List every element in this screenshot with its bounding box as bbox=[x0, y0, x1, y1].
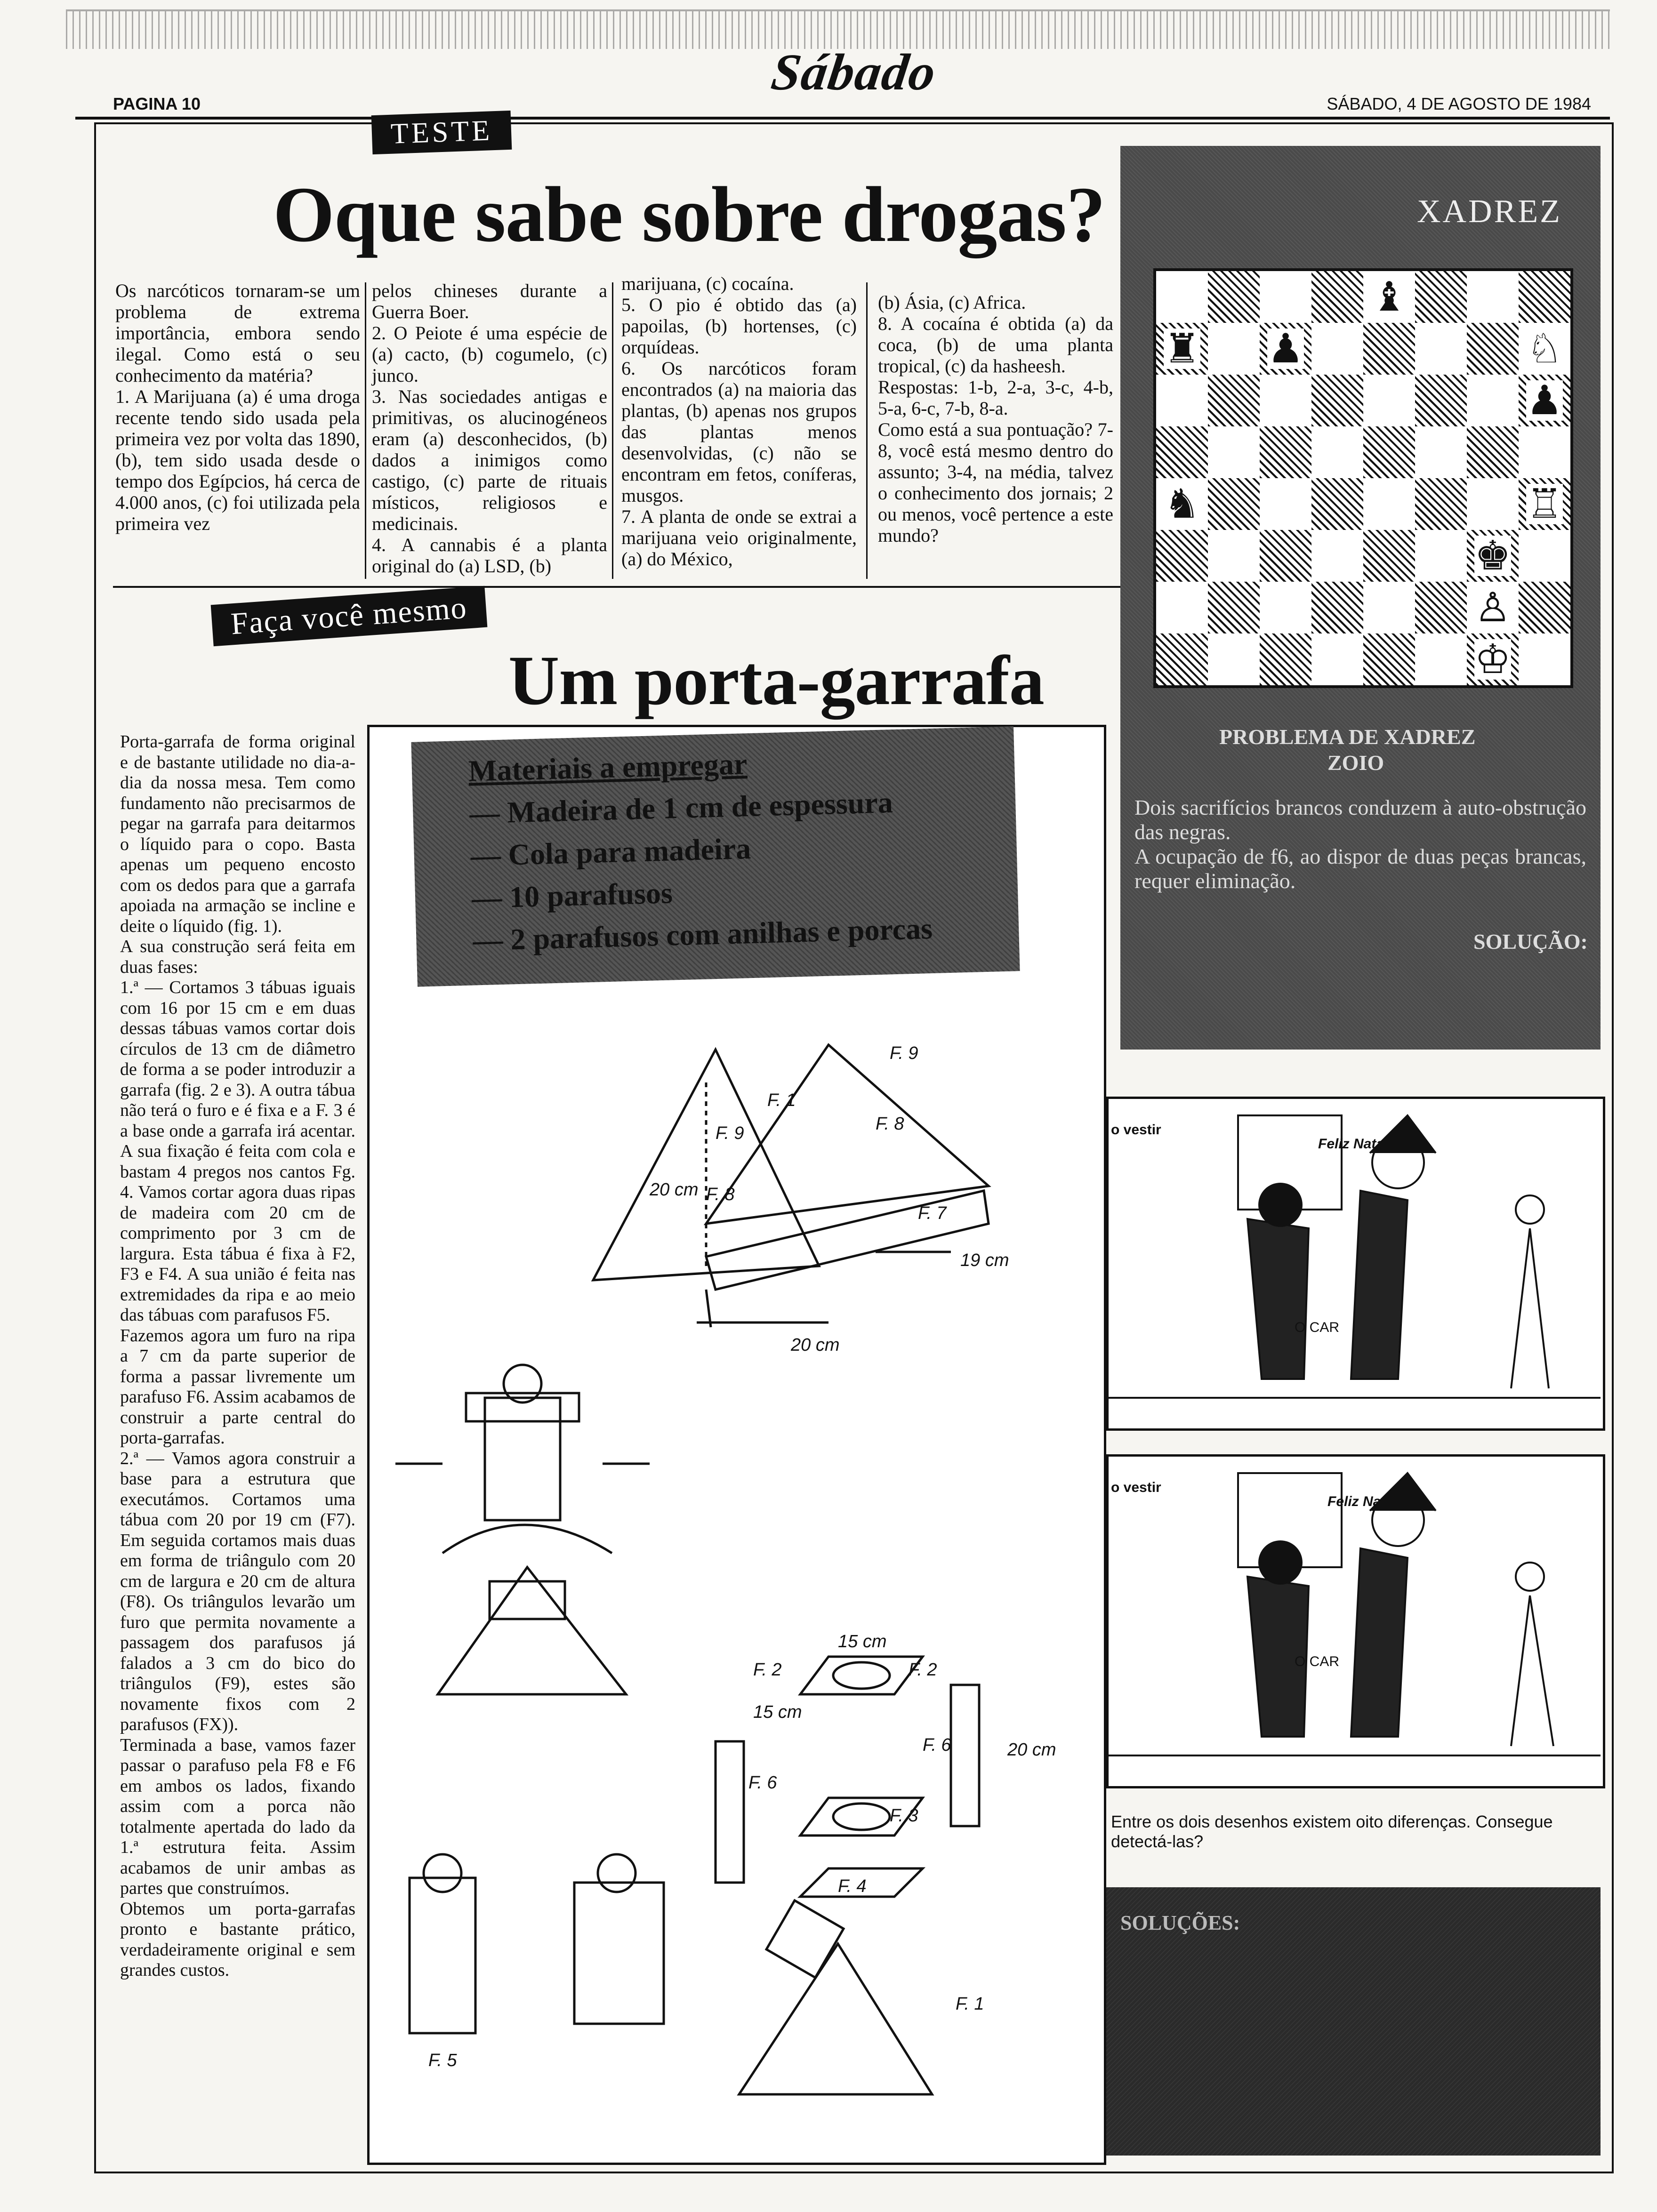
bag-label: O CAR bbox=[1295, 1654, 1340, 1669]
chess-solution-label: SOLUÇÃO: bbox=[1473, 930, 1588, 954]
chess-square-a5 bbox=[1156, 426, 1208, 478]
label-f9: F. 9 bbox=[890, 1043, 918, 1063]
chess-square-h5 bbox=[1519, 426, 1570, 478]
bag-label: O CAR bbox=[1295, 1320, 1340, 1335]
column-rule bbox=[612, 282, 613, 579]
chess-square-a2 bbox=[1156, 582, 1208, 633]
chess-square-b8 bbox=[1208, 271, 1260, 323]
materials-item: — Cola para madeira bbox=[470, 832, 751, 873]
chess-square-e6 bbox=[1363, 375, 1415, 426]
chess-square-h7 bbox=[1519, 323, 1570, 375]
shop-sign: o vestir bbox=[1111, 1122, 1161, 1138]
chess-piece: ♔ bbox=[1474, 637, 1511, 682]
chess-square-f3 bbox=[1415, 530, 1467, 582]
diy-body: Porta-garrafa de forma original e de bastante utilidade no dia-a-dia da nossa mesa. Tem como fundamento não precisarmos de pegar na garrafa para deitarmos o líquido para o copo. Basta apenas um pequeno encosto com os dedos para que a garrafa apoiada na armação se incline e deite o líquido (fig. 1). A sua construção será feita em duas fases: 1.ª — Cortamos 3 tábuas iguais com 16 por 15 cm e em duas dessas tábuas vamos cortar dois círculos de 13 cm de diâmetro de forma a se poder introduzir a garrafa (fig. 2 e 3). A outra tábua não terá o furo e é fixa e a F. 3 é a base onde a garrafa irá acentar. A sua fixação é feita com cola e bastam 4 pregos nos cantos Fg. 4. Vamos cortar agora duas ripas de madeira com 20 cm de comprimento por 3 cm de largura. Esta tábua é fixa à F2, F3 e F4. A sua união é feita nas extremidades da ripa e ao meio das tábuas com parafusos F5. Fazemos agora um furo na ripa a 7 cm da parte superior de forma a passar livremente um parafuso F6. Assim acabamos de construir a parte central do porta-garrafas. 2.ª — Vamos agora construir a base para a estrutura que executámos. Cortamos uma tábua com 20 por 19 cm (F7). Em seguida cortamos mais duas em forma de triângulo com 20 cm de largura e 20 cm de altura (F8). Os triângulos levarão um furo que permita novamente a passagem dos parafusos já falados a 3 cm do bico do triângulos (F9), estes são novamente fixos com 2 parafusos (FX)). Terminada a base, vamos fazer passar o parafuso pela F8 e F6 em ambos os lados, fixando assim com a porca não totalmente apertada do lado da 1.ª estrutura feita. Assim acabamos de unir ambas as partes que construímos. Obtemos um porta-garrafas pronto e bastante prático, verdadeiramente original e sem grandes custos. bbox=[120, 732, 355, 1980]
chess-square-c8 bbox=[1260, 271, 1311, 323]
chess-board bbox=[1153, 268, 1573, 688]
dim-20cm: 20 cm bbox=[1007, 1740, 1056, 1760]
chess-square-g6 bbox=[1467, 375, 1519, 426]
chess-square-b7 bbox=[1208, 323, 1260, 375]
chess-piece: ♟ bbox=[1267, 326, 1304, 371]
chess-square-e7 bbox=[1363, 323, 1415, 375]
chess-piece: ♘ bbox=[1526, 326, 1563, 371]
chess-title: XADREZ bbox=[1417, 193, 1562, 230]
chess-square-g8 bbox=[1467, 271, 1519, 323]
chess-square-h1 bbox=[1519, 633, 1570, 685]
chess-square-e4 bbox=[1363, 478, 1415, 530]
chess-square-d3 bbox=[1311, 530, 1363, 582]
dim-20cm: 20 cm bbox=[650, 1180, 699, 1200]
chess-square-d5 bbox=[1311, 426, 1363, 478]
chess-piece: ♞ bbox=[1164, 481, 1200, 527]
chess-square-d6 bbox=[1311, 375, 1363, 426]
chess-square-h8 bbox=[1519, 271, 1570, 323]
teste-column-1: Os narcóticos tornaram-se um problema de extrema importância, embora sendo ilegal. Como está o seu conhecimento da matéria? 1. A Marijuana (a) é uma droga recente tendo sido usada pela primeira vez por volta das 1890, (b), tem sido usada desde o tempo dos Egípcios, há cerca de 4.000 anos, (c) foi utilizada pela primeira vez bbox=[115, 280, 360, 534]
label-f1: F. 1 bbox=[956, 1994, 984, 2014]
solutions-label: SOLUÇÕES: bbox=[1120, 1911, 1240, 1934]
label-f6: F. 6 bbox=[748, 1773, 777, 1793]
chess-piece: ♟ bbox=[1526, 378, 1563, 423]
chess-square-h3 bbox=[1519, 530, 1570, 582]
dim-15cm: 15 cm bbox=[838, 1632, 887, 1651]
triangle-back-shape bbox=[706, 1045, 989, 1224]
chess-square-a7 bbox=[1156, 323, 1208, 375]
chess-square-g7 bbox=[1467, 323, 1519, 375]
chess-square-e5 bbox=[1363, 426, 1415, 478]
assembly-diagrams bbox=[367, 988, 1102, 2156]
shop-sign: o vestir bbox=[1111, 1480, 1161, 1495]
chess-square-f8 bbox=[1415, 271, 1467, 323]
chess-square-b2 bbox=[1208, 582, 1260, 633]
column-rule bbox=[866, 282, 868, 579]
chess-square-d1 bbox=[1311, 633, 1363, 685]
cartoon-caption: Entre os dois desenhos existem oito diferenças. Consegue detectá-las? bbox=[1111, 1812, 1553, 1851]
chess-square-c1 bbox=[1260, 633, 1311, 685]
chess-square-e3 bbox=[1363, 530, 1415, 582]
chess-square-d8 bbox=[1311, 271, 1363, 323]
cartoon-drawings bbox=[1106, 1097, 1601, 1784]
chess-piece: ♝ bbox=[1371, 274, 1408, 320]
chess-square-b3 bbox=[1208, 530, 1260, 582]
materials-title: Materiais a empregar bbox=[468, 747, 748, 788]
chess-square-a6 bbox=[1156, 375, 1208, 426]
chess-piece: ♙ bbox=[1474, 585, 1511, 630]
teste-column-3: marijuana, (c) cocaína. 5. O pio é obtido das (a) papoilas, (b) hortenses, (c) orquídeas. 6. Os narcóticos foram encontrados (a) na maioria das plantas, (b) apenas nos grupos das plantas menos desenvolvidas, (c) não se encontram em fetos, coníferas, musgos. 7. A planta de onde se extrai a marijuana veio originalmente, (a) do México, bbox=[621, 273, 857, 569]
chess-problem-sub: ZOIO bbox=[1327, 751, 1384, 775]
diy-headline: Um porta-garrafa bbox=[508, 641, 1044, 720]
dim-15cm: 15 cm bbox=[753, 1702, 802, 1722]
chess-square-d7 bbox=[1311, 323, 1363, 375]
chess-square-h2 bbox=[1519, 582, 1570, 633]
chess-piece: ♜ bbox=[1164, 326, 1200, 371]
chess-square-c7 bbox=[1260, 323, 1311, 375]
chess-square-h4 bbox=[1519, 478, 1570, 530]
chess-square-c6 bbox=[1260, 375, 1311, 426]
chess-square-f4 bbox=[1415, 478, 1467, 530]
chess-square-c5 bbox=[1260, 426, 1311, 478]
materials-item: — 10 parafusos bbox=[471, 876, 673, 915]
label-f6: F. 6 bbox=[923, 1735, 951, 1755]
chess-square-g4 bbox=[1467, 478, 1519, 530]
teste-column-4: (b) Ásia, (c) Africa. 8. A cocaína é obtida (a) da coca, (b) de uma planta tropical, (c) da hasheesh. Respostas: 1-b, 2-a, 3-c, 4-b, 5-a, 6-c, 7-b, 8-a. Como está a sua pontuação? 7-8, você está mesmo dentro do assunto; 3-4, na média, talvez o conhecimento dos jornais; 2 ou menos, você pertence a este mundo? bbox=[878, 292, 1113, 546]
chess-square-f1 bbox=[1415, 633, 1467, 685]
chess-square-a8 bbox=[1156, 271, 1208, 323]
chess-square-f6 bbox=[1415, 375, 1467, 426]
column-rule bbox=[365, 282, 366, 579]
chess-square-g1 bbox=[1467, 633, 1519, 685]
materials-item: — Madeira de 1 cm de espessura bbox=[469, 785, 893, 830]
chess-square-b1 bbox=[1208, 633, 1260, 685]
label-f5: F. 5 bbox=[428, 2051, 457, 2070]
materials-box bbox=[411, 726, 1020, 986]
label-f4: F. 4 bbox=[838, 1876, 867, 1896]
chess-square-c3 bbox=[1260, 530, 1311, 582]
chess-square-a3 bbox=[1156, 530, 1208, 582]
cartoon-scene-1 bbox=[1106, 1115, 1601, 1398]
chess-piece: ♚ bbox=[1474, 533, 1511, 578]
chess-square-a1 bbox=[1156, 633, 1208, 685]
chess-square-b5 bbox=[1208, 426, 1260, 478]
chess-square-e2 bbox=[1363, 582, 1415, 633]
teste-headline: Oque sabe sobre drogas? bbox=[273, 171, 1105, 258]
issue-date: SÁBADO, 4 DE AGOSTO DE 1984 bbox=[1327, 94, 1591, 113]
brand-logo: Sábado bbox=[768, 43, 940, 101]
chess-square-e8 bbox=[1363, 271, 1415, 323]
chess-piece: ♖ bbox=[1526, 481, 1563, 527]
label-f7: F. 7 bbox=[918, 1203, 947, 1223]
label-f9: F. 9 bbox=[716, 1123, 744, 1143]
chess-square-b6 bbox=[1208, 375, 1260, 426]
chess-square-f5 bbox=[1415, 426, 1467, 478]
page-number: PAGINA 10 bbox=[113, 94, 201, 113]
cartoon-scene-2 bbox=[1106, 1473, 1601, 1755]
chess-square-h6 bbox=[1519, 375, 1570, 426]
chess-problem-title: PROBLEMA DE XADREZ bbox=[1219, 725, 1476, 749]
teste-banner: TESTE bbox=[371, 111, 512, 154]
speech-bubble: Feliz Natal bbox=[1327, 1494, 1398, 1509]
chess-square-g3 bbox=[1467, 530, 1519, 582]
chess-square-c2 bbox=[1260, 582, 1311, 633]
chess-problem-text: Dois sacrifícios brancos conduzem à auto-obstrução das negras. A ocupação de f6, ao dispor de duas peças brancas, requer eliminação. bbox=[1134, 795, 1586, 893]
label-f3: F. 3 bbox=[890, 1806, 918, 1826]
chess-square-d2 bbox=[1311, 582, 1363, 633]
materials-item: — 2 parafusos com anilhas e porcas bbox=[472, 912, 933, 957]
dim-20cm: 20 cm bbox=[791, 1335, 840, 1355]
chess-square-a4 bbox=[1156, 478, 1208, 530]
chess-square-g2 bbox=[1467, 582, 1519, 633]
label-f2: F. 2 bbox=[753, 1660, 782, 1680]
diy-banner: Faça você mesmo bbox=[211, 586, 488, 646]
top-rule bbox=[75, 117, 1610, 120]
speech-bubble: Feliz Natal bbox=[1318, 1136, 1388, 1152]
label-f8: F. 8 bbox=[876, 1114, 904, 1134]
chess-square-g5 bbox=[1467, 426, 1519, 478]
label-f2: F. 2 bbox=[909, 1660, 937, 1680]
chess-square-f7 bbox=[1415, 323, 1467, 375]
chess-square-c4 bbox=[1260, 478, 1311, 530]
chess-square-d4 bbox=[1311, 478, 1363, 530]
label-f1: F. 1 bbox=[767, 1090, 796, 1110]
teste-column-2: pelos chineses durante a Guerra Boer. 2. O Peiote é uma espécie de (a) cacto, (b) cogumelo, (c) junco. 3. Nas sociedades antigas e primitivas, os alucinogéneos eram (a) desconhecidos, (b) dados a inimigos como castigo, (c) parte de rituais místicos, religiosos e medicinais. 4. A cannabis é a planta original do (a) LSD, (b) bbox=[372, 280, 607, 577]
chess-square-f2 bbox=[1415, 582, 1467, 633]
chess-square-e1 bbox=[1363, 633, 1415, 685]
section-rule bbox=[113, 586, 1120, 588]
dim-19cm: 19 cm bbox=[960, 1250, 1009, 1270]
chess-square-b4 bbox=[1208, 478, 1260, 530]
label-f8: F. 8 bbox=[706, 1185, 735, 1204]
